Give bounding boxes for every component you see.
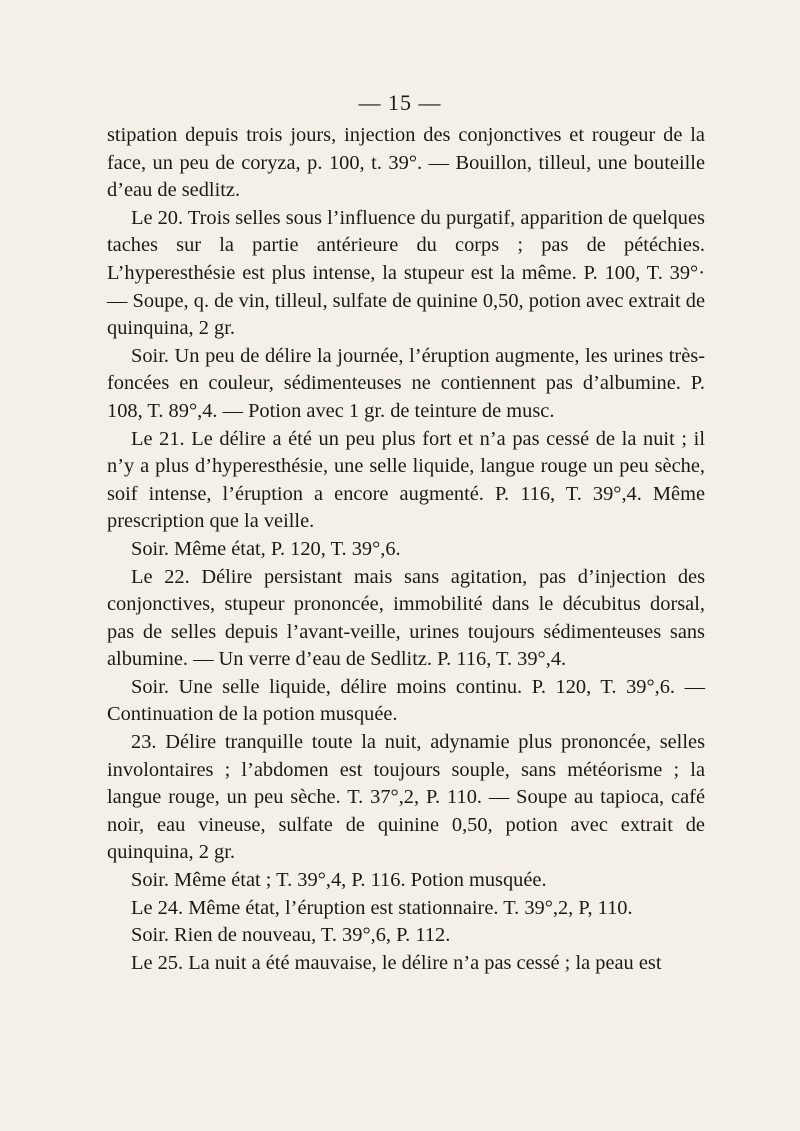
paragraph: Soir. Même état ; T. 39°,4, P. 116. Potion musquée. — [131, 869, 547, 892]
paragraph: Soir. Rien de nouveau, T. 39°,6, P. 112. — [131, 924, 451, 947]
paragraph: Le 21. Le délire a été un peu plus fort et n’a pas cessé de la nuit ; il n’y a plus d’hyperesthésie, une selle liquide, langue rouge un peu sèche, soif intense, l’éruption a encore augmenté. P. 116, T. 39°,4. Même prescription que la veille. — [107, 427, 705, 533]
paragraph: Le 22. Délire persistant mais sans agitation, pas d’injection des conjonctives, stupeur prononcée, immobilité dans le décubitus dorsal, pas de selles depuis l’avant-veille, urines toujours sédimenteuses sans albumine. — Un verre d’eau de Sedlitz. P. 116, T. 39°,4. — [107, 565, 705, 671]
body-text — [107, 122, 705, 977]
paragraph: Le 20. Trois selles sous l’influence du purgatif, apparition de quelques taches sur la partie antérieure du corps ; pas de pétéchies. L’hyperesthésie est plus intense, la stupeur est la même. P. 100, T. 39°· — Soupe, q. de vin, tilleul, sulfate de quinine 0,50, potion avec extrait de quinquina, 2 gr. — [107, 206, 705, 340]
paragraph: Soir. Même état, P. 120, T. 39°,6. — [131, 537, 401, 560]
page-number: — 15 — — [358, 90, 442, 115]
paragraph: Le 25. La nuit a été mauvaise, le délire n’a pas cessé ; la peau est — [131, 951, 662, 974]
paragraph: Le 24. Même état, l’éruption est stationnaire. T. 39°,2, P, 110. — [131, 896, 633, 919]
paragraph: stipation depuis trois jours, injection des conjonctives et rougeur de la face, un peu de coryza, p. 100, t. 39°. — Bouillon, tilleul, une bouteille d’eau de sedlitz. — [107, 124, 705, 202]
paragraph: 23. Délire tranquille toute la nuit, adynamie plus prononcée, selles involontaires ; l’abdomen est toujours souple, sans météorisme ; la langue rouge, un peu sèche. T. 37°,2, P. 110. — Soupe au tapioca, café noir, eau vineuse, sulfate de quinine 0,50, potion avec extrait de quinquina, 2 gr. — [107, 731, 705, 864]
paragraph: Soir. Une selle liquide, délire moins continu. P. 120, T. 39°,6. — Continuation de la potion musquée. — [107, 675, 705, 726]
paragraph: Soir. Un peu de délire la journée, l’éruption augmente, les urines très-foncées en couleur, sédimenteuses ne contiennent pas d’albumine. P. 108, T. 89°,4. — Potion avec 1 gr. de teinture de musc. — [107, 344, 705, 422]
